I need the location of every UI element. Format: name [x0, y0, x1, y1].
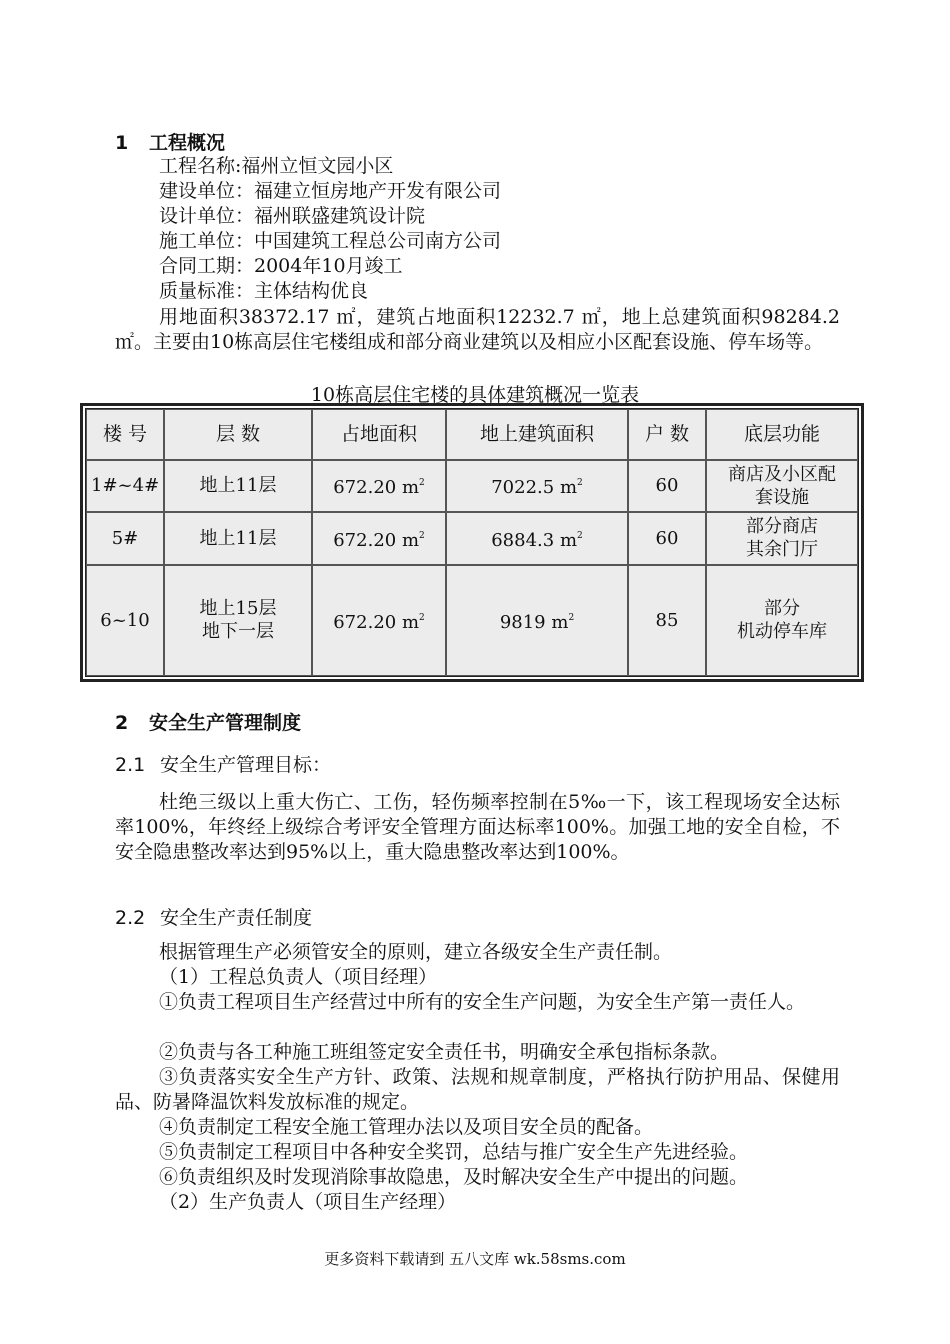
cell-floors — [164, 512, 312, 565]
table-caption: 10栋高层住宅楼的具体建筑概况一览表 — [310, 384, 640, 406]
cell-building: 6~10 — [86, 565, 164, 676]
cell-units: 85 — [628, 565, 706, 676]
function-line: 其余门厅 — [746, 539, 818, 561]
cell-function — [706, 565, 858, 676]
site-area-paragraph: 用地面积38372.17 ㎡，建筑占地面积12232.7 ㎡，地上总建筑面积98284.2 ㎡。主要由10栋高层住宅楼组成和部分商业建筑以及相应小区配套设施、停车场等。 — [115, 306, 840, 353]
cell-area — [446, 512, 628, 565]
section-number: 1 — [115, 132, 129, 154]
contract-period: 合同工期：2004年10月竣工 — [159, 255, 403, 277]
quality-standard: 质量标准：主体结构优良 — [159, 280, 369, 302]
responsibility-intro: 根据管理生产必须管安全的原则，建立各级安全生产责任制。 — [159, 941, 673, 963]
table-row — [86, 460, 858, 513]
cell-units: 60 — [628, 512, 706, 565]
footprint-value: 672.20 m — [333, 529, 420, 551]
cell-building: 5# — [86, 512, 164, 565]
developer: 建设单位：福建立恒房地产开发有限公司 — [159, 180, 502, 202]
header-floors: 层 数 — [164, 409, 312, 460]
header-building-no: 楼 号 — [86, 409, 164, 460]
section-1-heading — [115, 128, 225, 155]
function-line: 套设施 — [755, 486, 809, 508]
duty-item: ⑤负责制定工程项目中各种安全奖罚，总结与推广安全生产先进经验。 — [159, 1141, 749, 1163]
cell-units: 60 — [628, 460, 706, 513]
unit-superscript: 2 — [419, 612, 425, 623]
footprint-value: 672.20 m — [333, 611, 420, 633]
cell-function — [706, 512, 858, 565]
safety-target-paragraph: 杜绝三级以上重大伤亡、工伤，轻伤频率控制在5‰一下，该工程现场安全达标率100%，年终经上级综合考评安全管理方面达标率100%。加强工地的安全自检，不安全隐患整改率达到95%以上，重大隐患整改率达到100%。 — [115, 791, 840, 863]
duty-item: ③负责落实安全生产方针、政策、法规和规章制度，严格执行防护用品、保健用品、防暑降温饮料发放标准的规定。 — [115, 1066, 840, 1113]
footprint-value: 672.20 m — [333, 477, 420, 499]
section-2-heading — [115, 708, 301, 735]
subsection-2-2-heading — [115, 903, 312, 930]
function-line: 部分 — [764, 598, 800, 620]
duty-item: ④负责制定工程安全施工管理办法以及项目安全员的配备。 — [159, 1116, 654, 1138]
area-value: 7022.5 m — [491, 477, 578, 499]
section-title: 工程概况 — [149, 132, 226, 154]
floors-line: 地上11层 — [199, 527, 277, 549]
duty-item: ⑥负责组织及时发现消除事故隐患，及时解决安全生产中提出的问题。 — [159, 1166, 749, 1188]
floors-line: 地上11层 — [199, 475, 277, 497]
table-row — [86, 565, 858, 676]
area-value: 9819 m — [499, 611, 569, 633]
section-title: 安全生产管理制度 — [149, 712, 302, 734]
cell-area — [446, 460, 628, 513]
floors-line: 地上15层 — [199, 598, 277, 620]
duty-item: ①负责工程项目生产经营过中所有的安全生产问题，为安全生产第一责任人。 — [159, 991, 806, 1013]
header-above-ground-area: 地上建筑面积 — [446, 409, 628, 460]
project-name: 工程名称:福州立恒文园小区 — [159, 155, 394, 177]
cell-footprint — [312, 512, 446, 565]
cell-area — [446, 565, 628, 676]
subsection-title: 安全生产管理目标： — [160, 754, 332, 776]
cell-floors — [164, 460, 312, 513]
area-value: 6884.3 m — [491, 529, 578, 551]
function-line: 部分商店 — [746, 516, 818, 538]
cell-function — [706, 460, 858, 513]
role-production-manager: （2）生产负责人（项目生产经理） — [159, 1191, 457, 1213]
contractor: 施工单位：中国建筑工程总公司南方公司 — [159, 230, 502, 252]
header-units: 户 数 — [628, 409, 706, 460]
unit-superscript: 2 — [568, 612, 575, 623]
role-project-manager: （1）工程总负责人（项目经理） — [159, 966, 438, 988]
footer-download-note: 更多资料下载请到 五八文库 wk.58sms.com — [324, 1250, 626, 1268]
designer: 设计单位：福州联盛建筑设计院 — [159, 205, 426, 227]
subsection-2-1-heading — [115, 750, 331, 777]
unit-superscript: 2 — [419, 530, 425, 541]
unit-superscript: 2 — [419, 478, 425, 489]
unit-superscript: 2 — [577, 478, 583, 489]
function-line: 机动停车库 — [737, 621, 827, 643]
subsection-number: 2.1 — [115, 754, 146, 776]
subsection-number: 2.2 — [115, 907, 146, 929]
table-header-row — [86, 409, 858, 460]
header-ground-floor-function: 底层功能 — [706, 409, 858, 460]
cell-footprint — [312, 565, 446, 676]
table-row — [86, 512, 858, 565]
building-overview-table — [82, 405, 862, 680]
subsection-title: 安全生产责任制度 — [160, 907, 313, 929]
section-number: 2 — [115, 712, 129, 734]
cell-floors — [164, 565, 312, 676]
unit-superscript: 2 — [577, 530, 583, 541]
floors-line: 地下一层 — [202, 621, 274, 643]
function-line: 商店及小区配 — [728, 463, 836, 485]
cell-building: 1#~4# — [86, 460, 164, 513]
duty-item: ②负责与各工种施工班组签定安全责任书，明确安全承包指标条款。 — [159, 1041, 730, 1063]
cell-footprint — [312, 460, 446, 513]
header-footprint: 占地面积 — [312, 409, 446, 460]
